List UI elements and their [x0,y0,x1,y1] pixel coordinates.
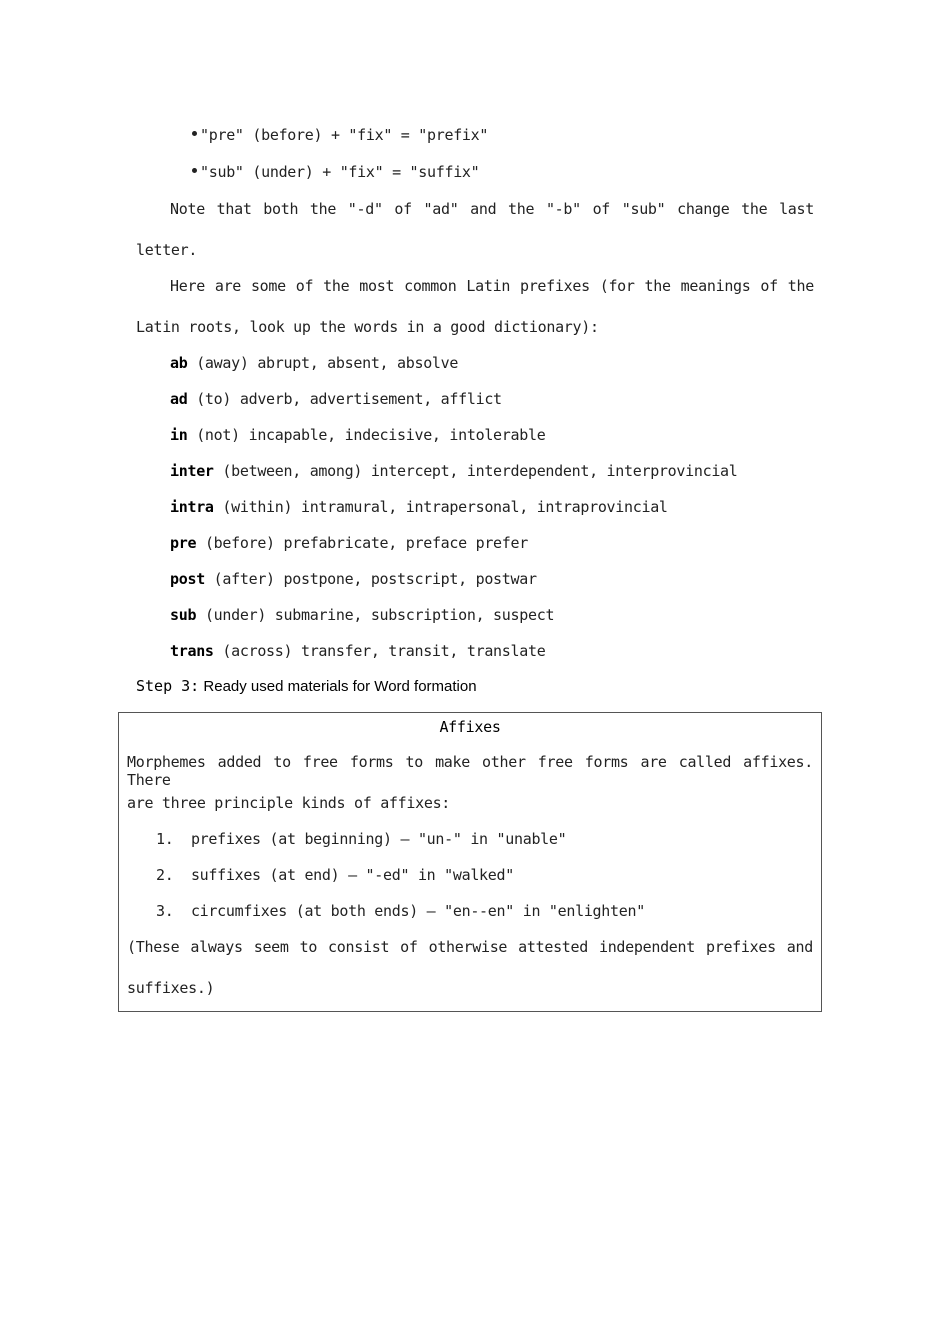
prefix-term: inter [170,462,214,480]
step-label: Step 3: [136,677,200,695]
affix-list-item [156,866,514,884]
prefix-term: pre [170,534,197,552]
prefix-row [170,570,537,588]
note-line-1: Note that both the "-d" of "ad" and the "-b" of "sub" change the last [170,200,814,218]
prefix-row [170,390,502,408]
prefix-examples: (between, among) intercept, interdependent, interprovincial [222,462,738,480]
affix-list-item [156,830,566,848]
prefix-term: post [170,570,205,588]
prefix-term: ad [170,390,188,408]
note-line-2: letter. [136,241,198,259]
affix-list-number: 3. [156,902,174,920]
bullet-icon [192,131,197,136]
prefix-examples: (within) intramural, intrapersonal, intraprovincial [222,498,668,516]
bullet-text: "sub" (under) + "fix" = "suffix" [200,163,480,181]
prefix-row [170,642,545,660]
affixes-box [118,712,822,1012]
affixes-para-1-line-2: are three principle kinds of affixes: [127,794,451,812]
affixes-para-2-line-2: suffixes.) [127,979,215,997]
prefix-row [170,462,738,480]
prefix-row [170,426,545,444]
prefix-term: trans [170,642,214,660]
prefix-examples: (under) submarine, subscription, suspect [204,606,555,624]
prefix-row [170,534,528,552]
step-heading [136,677,477,695]
prefix-term: ab [170,354,188,372]
prefix-examples: (before) prefabricate, preface prefer [204,534,528,552]
bullet-item [192,163,479,181]
step-text: Ready used materials for Word formation [203,678,477,695]
prefix-examples: (not) incapable, indecisive, intolerable [196,426,546,444]
affixes-para-2-line-1: (These always seem to consist of otherwise attested independent prefixes and [127,938,813,956]
intro-line-1: Here are some of the most common Latin prefixes (for the meanings of the [170,277,814,295]
prefix-row [170,606,554,624]
bullet-item [192,126,488,144]
affix-list-text: suffixes (at end) — "-ed" in "walked" [190,866,514,884]
prefix-term: in [170,426,188,444]
prefix-examples: (after) postpone, postscript, postwar [213,570,537,588]
affix-list-text: prefixes (at beginning) — "un-" in "unable" [190,830,567,848]
affix-list-number: 1. [156,830,174,848]
affix-list-number: 2. [156,866,174,884]
bullet-text: "pre" (before) + "fix" = "prefix" [200,126,489,144]
prefix-term: sub [170,606,197,624]
bullet-icon [192,168,197,173]
affixes-title: Affixes [439,718,501,736]
affixes-para-1-line-1: Morphemes added to free forms to make other free forms are called affixes. There [127,753,813,789]
affix-list-text: circumfixes (at both ends) — "en--en" in "enlighten" [190,902,645,920]
prefix-row [170,354,458,372]
prefix-examples: (to) adverb, advertisement, afflict [196,390,502,408]
prefix-term: intra [170,498,214,516]
prefix-examples: (across) transfer, transit, translate [222,642,546,660]
prefix-examples: (away) abrupt, absent, absolve [196,354,459,372]
intro-line-2: Latin roots, look up the words in a good dictionary): [136,318,599,336]
prefix-row [170,498,668,516]
affix-list-item [156,902,645,920]
